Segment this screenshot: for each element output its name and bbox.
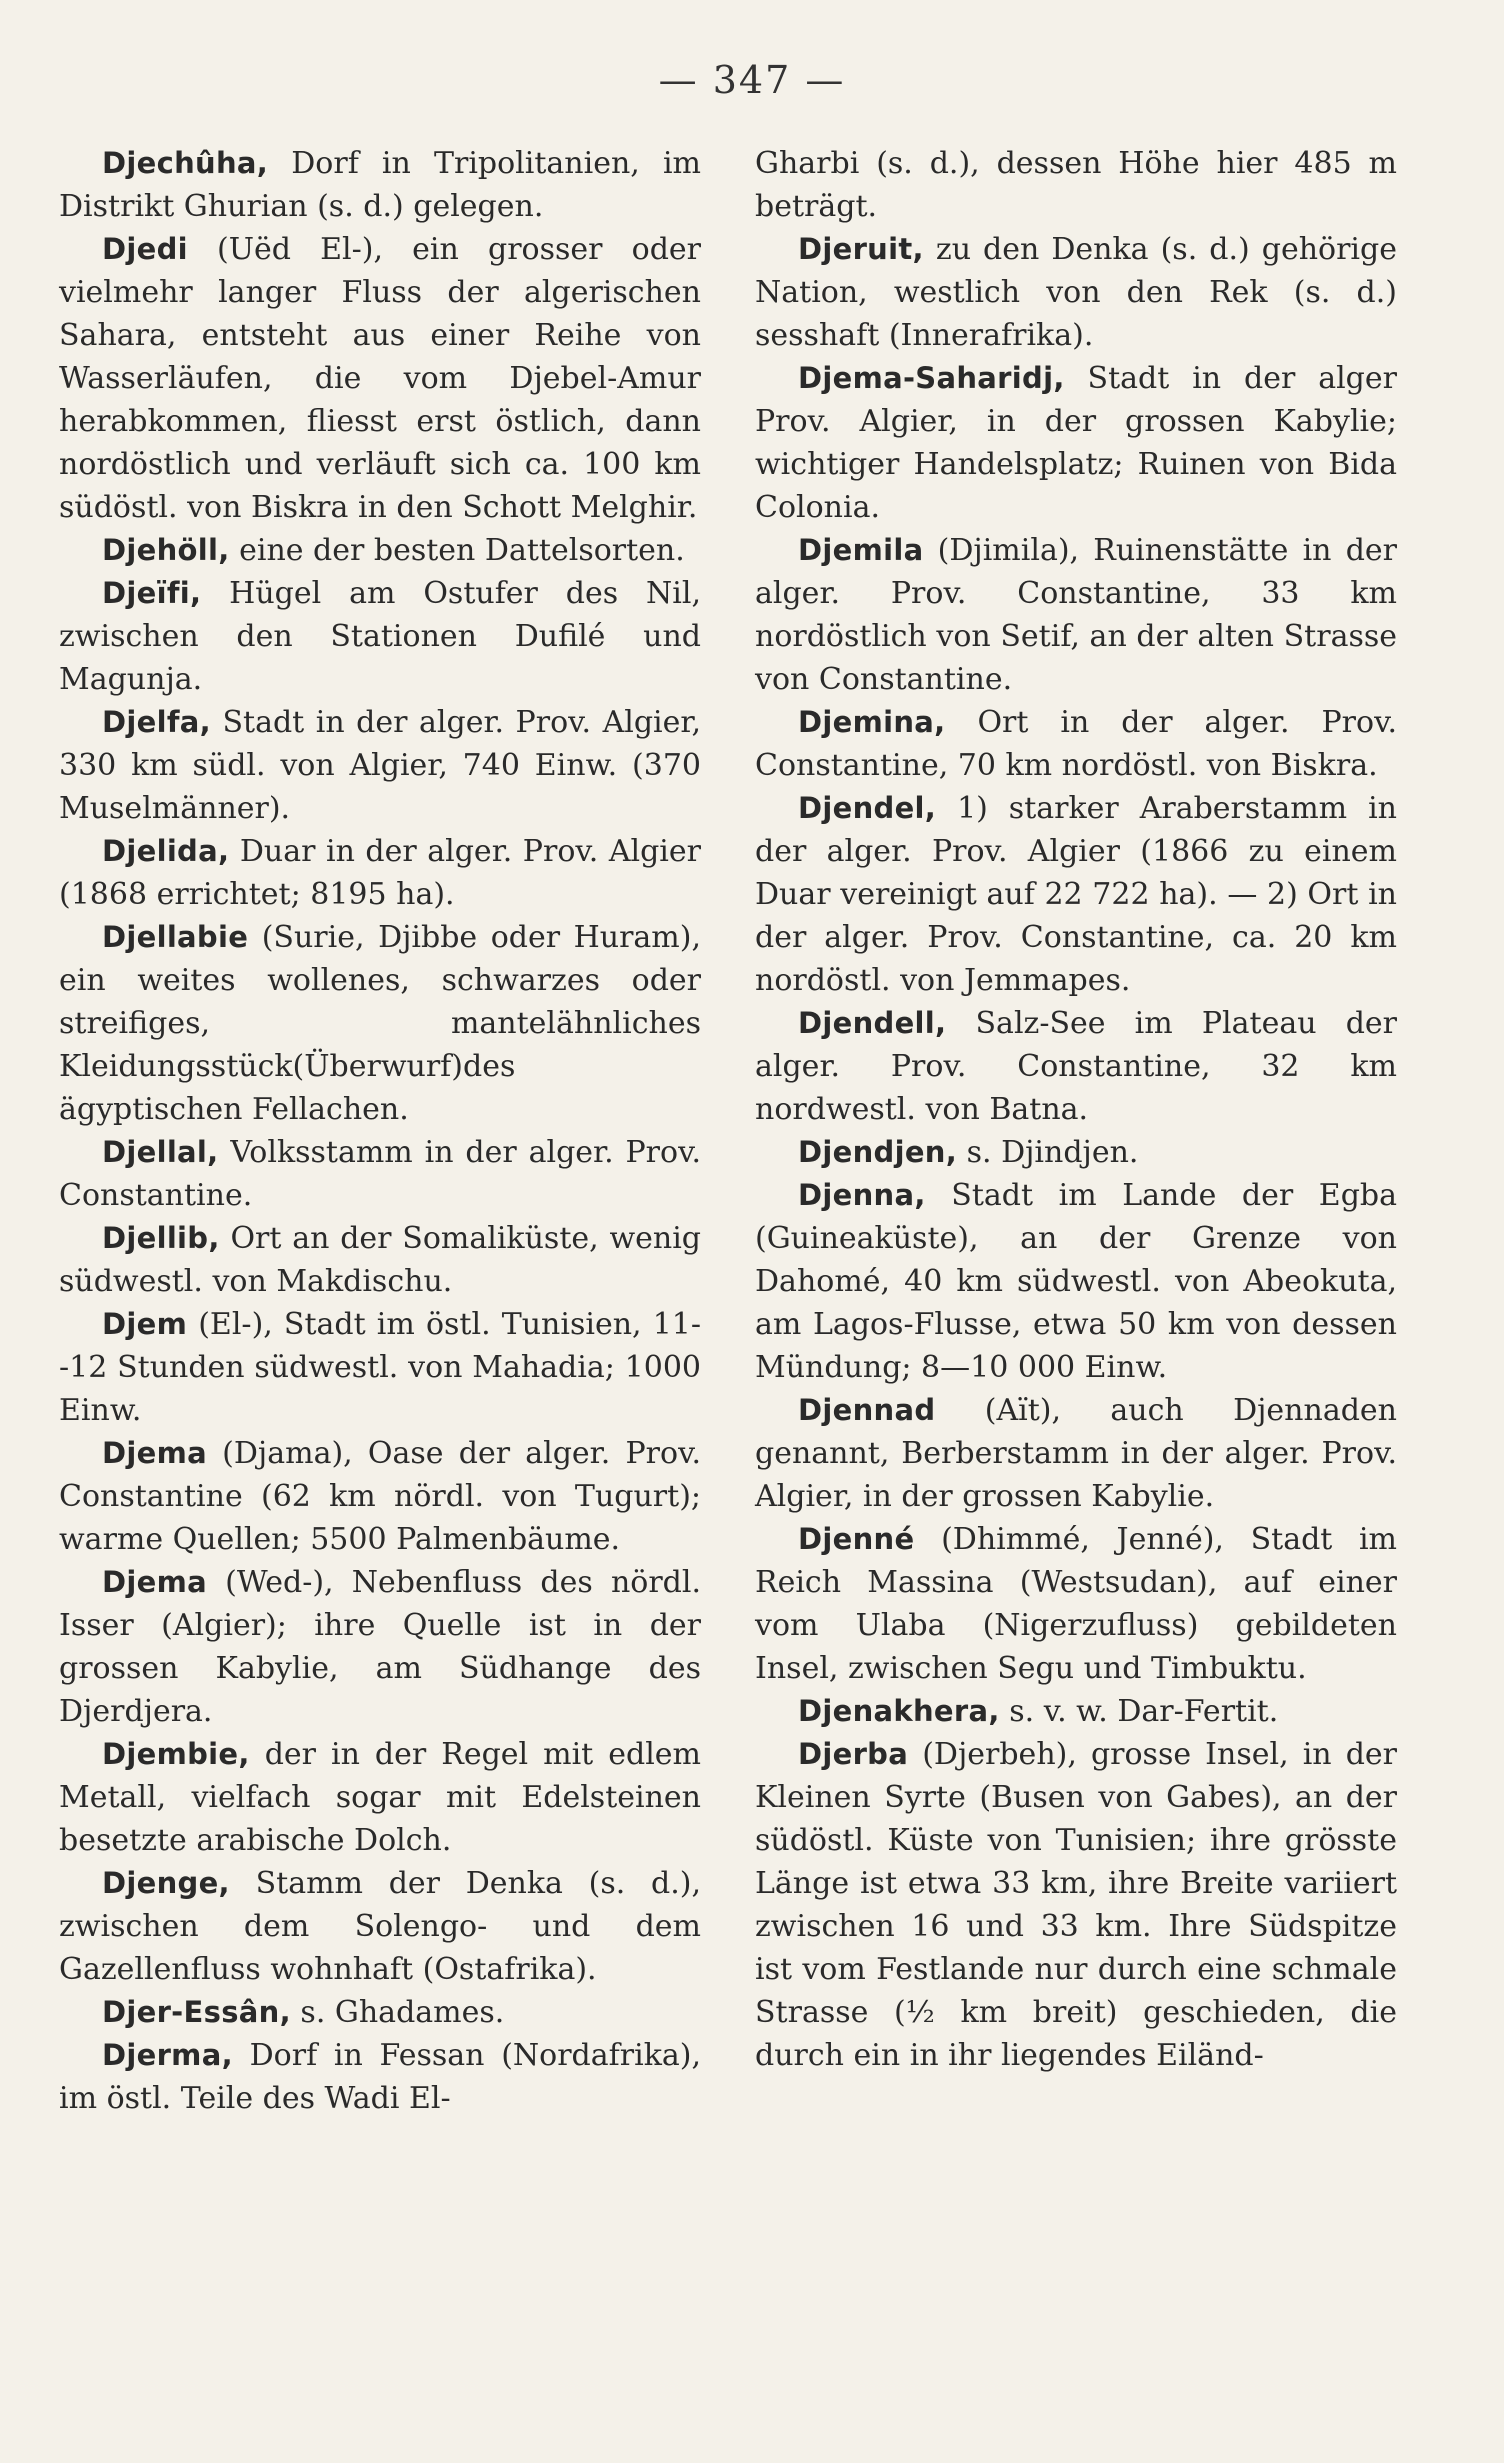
entry — [755, 1733, 1397, 2077]
entry-text: s. Djindjen. — [957, 1135, 1139, 1170]
entry-headword: Djenna, — [798, 1178, 926, 1212]
entry-text: Hügel am Ostufer des Nil, zwischen den Stationen Dufilé und Magunja. — [59, 576, 701, 697]
entry — [59, 572, 701, 701]
entry — [59, 142, 701, 228]
entry-text: Stadt in der alger Prov. Algier, in der grossen Kabylie; wichtiger Handelsplatz; Ruinen von Bida Colonia. — [755, 361, 1397, 525]
entry-headword: Djembie, — [102, 1737, 250, 1771]
entry-text: Ort an der Somaliküste, wenig südwestl. von Makdischu. — [59, 1221, 701, 1299]
entry — [59, 1432, 701, 1561]
entry — [755, 357, 1397, 529]
entry — [59, 1862, 701, 1991]
entry — [755, 228, 1397, 357]
entry — [59, 1561, 701, 1733]
entry-text: (Aït), auch Djennaden genannt, Berberstamm in der alger. Prov. Algier, in der grossen Kabylie. — [755, 1393, 1397, 1514]
entry-headword: Djem — [102, 1307, 188, 1341]
entry — [755, 701, 1397, 787]
entry-headword: Djema — [102, 1565, 207, 1599]
entry-text: Dorf in Tripolitanien, im Distrikt Ghurian (s. d.) gelegen. — [59, 146, 701, 224]
entry — [59, 529, 701, 572]
entry-text: (Djama), Oase der alger. Prov. Constantine (62 km nördl. von Tugurt); warme Quellen; 5500 Palmenbäume. — [59, 1436, 701, 1557]
entry-text: Ort in der alger. Prov. Constantine, 70 km nordöstl. von Biskra. — [755, 705, 1397, 783]
entry-text: Stadt in der alger. Prov. Algier, 330 km südl. von Algier, 740 Einw. (370 Muselmänner). — [59, 705, 701, 826]
entry — [59, 916, 701, 1131]
entry — [59, 830, 701, 916]
entry — [755, 1131, 1397, 1174]
entry — [755, 1518, 1397, 1690]
entry-headword: Djeïfi, — [102, 576, 202, 610]
entry — [59, 1991, 701, 2034]
entry-headword: Djer-Essân, — [102, 1995, 291, 2029]
entry-headword: Djeruit, — [798, 232, 924, 266]
entry-text: Dorf in Fessan (Nordafrika), im östl. Teile des Wadi El- — [59, 2038, 701, 2116]
page-number: — 347 — — [658, 58, 846, 102]
entry-text: Gharbi (s. d.), dessen Höhe hier 485 m beträgt. — [755, 146, 1397, 224]
entry-text: (Djerbeh), grosse Insel, in der Kleinen Syrte (Busen von Gabes), an der südöstl. Küste von Tunisien; ihre grösste Länge ist etwa 33 km, ihre Breite variiert zwischen 16 und 33 km. Ihre Südspitze ist vom Festlande nur durch eine schmale Strasse (½ km breit) geschieden, die durch ein in ihr liegendes Eiländ- — [755, 1737, 1397, 2073]
entry-continuation — [755, 142, 1397, 228]
entry-text: Volksstamm in der alger. Prov. Constantine. — [59, 1135, 701, 1213]
entry-headword: Djechûha, — [102, 146, 269, 180]
entry — [59, 701, 701, 830]
entry-headword: Djelida, — [102, 834, 230, 868]
entry-text: (Djimila), Ruinenstätte in der alger. Prov. Constantine, 33 km nordöstlich von Setif, an der alten Strasse von Constantine. — [755, 533, 1397, 697]
entry-text: Salz-See im Plateau der alger. Prov. Constantine, 32 km nordwestl. von Batna. — [755, 1006, 1397, 1127]
entry-text: Duar in der alger. Prov. Algier (1868 errichtet; 8195 ha). — [59, 834, 701, 912]
entry-headword: Djennad — [798, 1393, 936, 1427]
entry-headword: Djenge, — [102, 1866, 230, 1900]
entry-headword: Djenné — [798, 1522, 915, 1556]
entry — [59, 1131, 701, 1217]
entry-text: s. Ghadames. — [290, 1995, 505, 2030]
entry — [755, 1174, 1397, 1389]
entry-text: (Wed-), Nebenfluss des nördl. Isser (Algier); ihre Quelle ist in der grossen Kabylie, am Südhange des Djerdjera. — [59, 1565, 701, 1729]
entry-headword: Djehöll, — [102, 533, 230, 567]
left-column — [59, 142, 701, 2120]
entry-text: (Surie, Djibbe oder Huram), ein weites wollenes, schwarzes oder streifiges, mantelähnliches Kleidungsstück(Überwurf)des ägyptischen Fellachen. — [59, 920, 701, 1127]
entry — [755, 1690, 1397, 1733]
entry-text: s. v. w. Dar-Fertit. — [999, 1694, 1279, 1729]
entry-text: Stadt im Lande der Egba (Guineaküste), an der Grenze von Dahomé, 40 km südwestl. von Abeokuta, am Lagos-Flusse, etwa 50 km von dessen Mündung; 8—10 000 Einw. — [755, 1178, 1397, 1385]
right-column — [755, 142, 1397, 2077]
entry-headword: Djendell, — [798, 1006, 947, 1040]
entry-text: (Dhimmé, Jenné), Stadt im Reich Massina (Westsudan), auf einer vom Ulaba (Nigerzufluss) gebildeten Insel, zwischen Segu und Timbuktu. — [755, 1522, 1397, 1686]
entry-text: zu den Denka (s. d.) gehörige Nation, westlich von den Rek (s. d.) sesshaft (Innerafrika). — [755, 232, 1397, 353]
entry-headword: Djemila — [798, 533, 924, 567]
entry-text: eine der besten Dattelsorten. — [229, 533, 685, 568]
entry — [59, 228, 701, 529]
entry-headword: Djellabie — [102, 920, 249, 954]
entry-text: 1) starker Araberstamm in der alger. Prov. Algier (1866 zu einem Duar vereinigt auf 22 722 ha). — 2) Ort in der alger. Prov. Constantine, ca. 20 km nordöstl. von Jemmapes. — [755, 791, 1397, 998]
entry-headword: Djema — [102, 1436, 207, 1470]
entry-headword: Djema-Saharidj, — [798, 361, 1065, 395]
entry — [755, 787, 1397, 1002]
entry-text: (Uëd El-), ein grosser oder vielmehr langer Fluss der algerischen Sahara, entsteht aus einer Reihe von Wasserläufen, die vom Djebel-Amur herabkommen, fliesst erst östlich, dann nordöstlich und verläuft sich ca. 100 km südöstl. von Biskra in den Schott Melghir. — [59, 232, 701, 525]
entry — [755, 1002, 1397, 1131]
entry-headword: Djellib, — [102, 1221, 220, 1255]
entry-text: (El-), Stadt im östl. Tunisien, 11--12 Stunden südwestl. von Mahadia; 1000 Einw. — [59, 1307, 701, 1428]
entry-headword: Djemina, — [798, 705, 946, 739]
entry-headword: Djendel, — [798, 791, 937, 825]
entry-headword: Djelfa, — [102, 705, 211, 739]
entry — [59, 1303, 701, 1432]
entry-text: der in der Regel mit edlem Metall, vielfach sogar mit Edelsteinen besetzte arabische Dolch. — [59, 1737, 701, 1858]
entry — [755, 529, 1397, 701]
entry-text: Stamm der Denka (s. d.), zwischen dem Solengo- und dem Gazellenfluss wohnhaft (Ostafrika). — [59, 1866, 701, 1987]
entry — [59, 2034, 701, 2120]
entry-headword: Djedi — [102, 232, 188, 266]
entry-headword: Djendjen, — [798, 1135, 958, 1169]
entry — [59, 1733, 701, 1862]
entry — [755, 1389, 1397, 1518]
entry-headword: Djerba — [798, 1737, 909, 1771]
entry — [59, 1217, 701, 1303]
entry-headword: Djerma, — [102, 2038, 233, 2072]
entry-headword: Djellal, — [102, 1135, 219, 1169]
entry-headword: Djenakhera, — [798, 1694, 1000, 1728]
